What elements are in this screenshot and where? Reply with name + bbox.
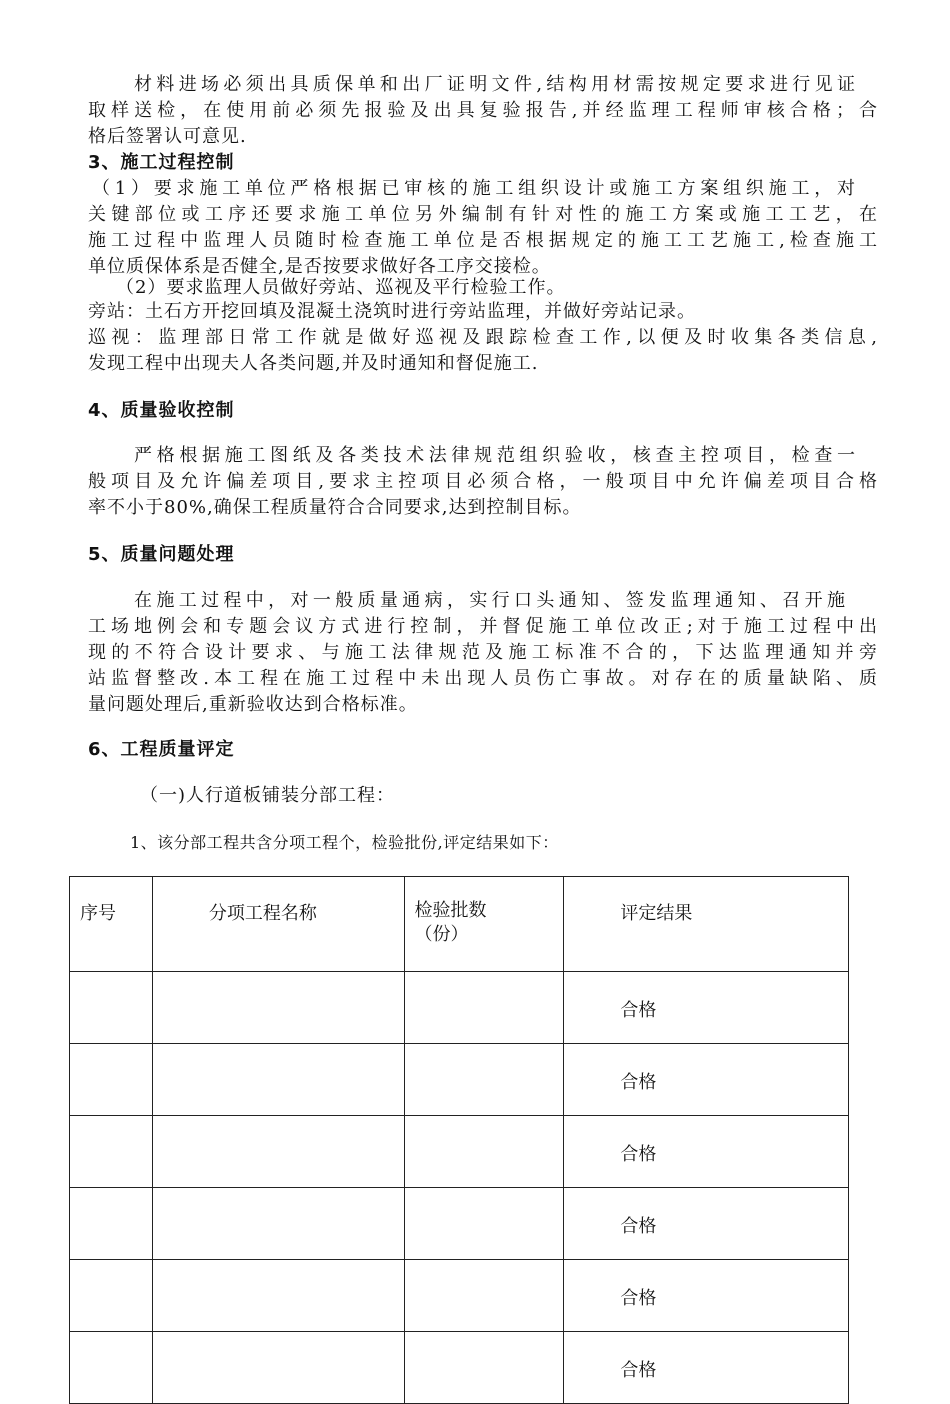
cell-seq: [70, 1116, 153, 1188]
cell-result: 合格: [564, 1116, 849, 1188]
cell-count: [404, 1188, 564, 1260]
paragraph-line: 关键部位或工序还要求施工单位另外编制有针对性的施工方案或施工工艺，在: [88, 204, 878, 225]
paragraph-line: 般项目及允许偏差项目,要求主控项目必须合格，一般项目中允许偏差项目合格: [88, 471, 878, 492]
section-heading-3: 3、施工过程控制: [88, 152, 235, 173]
cell-seq: [70, 1044, 153, 1116]
paragraph-line: 旁站：土石方开挖回填及混凝土浇筑时进行旁站监理，并做好旁站记录。: [88, 301, 696, 322]
paragraph-line: （2）要求监理人员做好旁站、巡视及平行检验工作。: [116, 277, 566, 298]
cell-count: [404, 1332, 564, 1404]
table-intro: 1、该分部工程共含分项工程个，检验批份,评定结果如下：: [130, 833, 559, 852]
table-header-row: [70, 877, 849, 972]
cell-result: 合格: [564, 1188, 849, 1260]
table-row: [70, 1044, 849, 1116]
cell-name: [152, 1260, 404, 1332]
header-result: 评定结果: [564, 877, 849, 972]
cell-name: [152, 1116, 404, 1188]
evaluation-table: [69, 876, 849, 1404]
paragraph-line: 巡视：监理部日常工作就是做好巡视及跟踪检查工作,以便及时收集各类信息,: [88, 327, 878, 348]
paragraph-line: 施工过程中监理人员随时检查施工单位是否根据规定的施工工艺施工,检查施工: [88, 230, 878, 251]
paragraph-line: 发现工程中出现夫人各类问题,并及时通知和督促施工.: [88, 353, 539, 374]
paragraph-line: 严格根据施工图纸及各类技术法律规范组织验收，核查主控项目，检查一: [134, 445, 856, 466]
paragraph-line: 率不小于80%,确保工程质量符合合同要求,达到控制目标。: [88, 497, 582, 518]
table-row: [70, 1188, 849, 1260]
paragraph-line: 材料进场必须出具质保单和出厂证明文件,结构用材需按规定要求进行见证: [134, 74, 856, 95]
section-heading-4: 4、质量验收控制: [88, 400, 235, 421]
paragraph-line: 单位质保体系是否健全,是否按要求做好各工序交接检。: [88, 256, 551, 277]
table-row: [70, 1116, 849, 1188]
header-count-line2: （份）: [414, 924, 469, 945]
header-count: [404, 877, 564, 972]
cell-result: 合格: [564, 1332, 849, 1404]
paragraph-line: 量问题处理后,重新验收达到合格标准。: [88, 694, 418, 715]
cell-name: [152, 1332, 404, 1404]
cell-seq: [70, 1332, 153, 1404]
paragraph-line: 站监督整改.本工程在施工过程中未出现人员伤亡事故。对存在的质量缺陷、质: [88, 668, 878, 689]
cell-count: [404, 1044, 564, 1116]
cell-seq: [70, 972, 153, 1044]
paragraph-line: （1）要求施工单位严格根据已审核的施工组织设计或施工方案组织施工，对: [92, 178, 856, 199]
cell-count: [404, 1116, 564, 1188]
section-heading-6: 6、工程质量评定: [88, 739, 235, 760]
paragraph-line: 在施工过程中，对一般质量通病，实行口头通知、签发监理通知、召开施: [134, 590, 846, 611]
header-name: 分项工程名称: [152, 877, 404, 972]
cell-result: 合格: [564, 1260, 849, 1332]
cell-result: 合格: [564, 1044, 849, 1116]
cell-result: 合格: [564, 972, 849, 1044]
paragraph-line: 工场地例会和专题会议方式进行控制，并督促施工单位改正;对于施工过程中出: [88, 616, 878, 637]
table-row: [70, 1332, 849, 1404]
paragraph-line: 现的不符合设计要求、与施工法律规范及施工标准不合的，下达监理通知并旁: [88, 642, 878, 663]
paragraph-line: 格后签署认可意见.: [88, 126, 247, 147]
cell-name: [152, 1044, 404, 1116]
header-count-line1: 检验批数: [414, 900, 487, 921]
subsection-title: （一)人行道板铺装分部工程：: [140, 785, 396, 806]
cell-seq: [70, 1260, 153, 1332]
cell-name: [152, 1188, 404, 1260]
cell-count: [404, 1260, 564, 1332]
cell-name: [152, 972, 404, 1044]
cell-seq: [70, 1188, 153, 1260]
section-heading-5: 5、质量问题处理: [88, 544, 235, 565]
paragraph-line: 取样送检，在使用前必须先报验及出具复验报告,并经监理工程师审核合格；合: [88, 100, 878, 121]
header-seq: 序号: [70, 877, 153, 972]
table-row: [70, 972, 849, 1044]
table-row: [70, 1260, 849, 1332]
cell-count: [404, 972, 564, 1044]
